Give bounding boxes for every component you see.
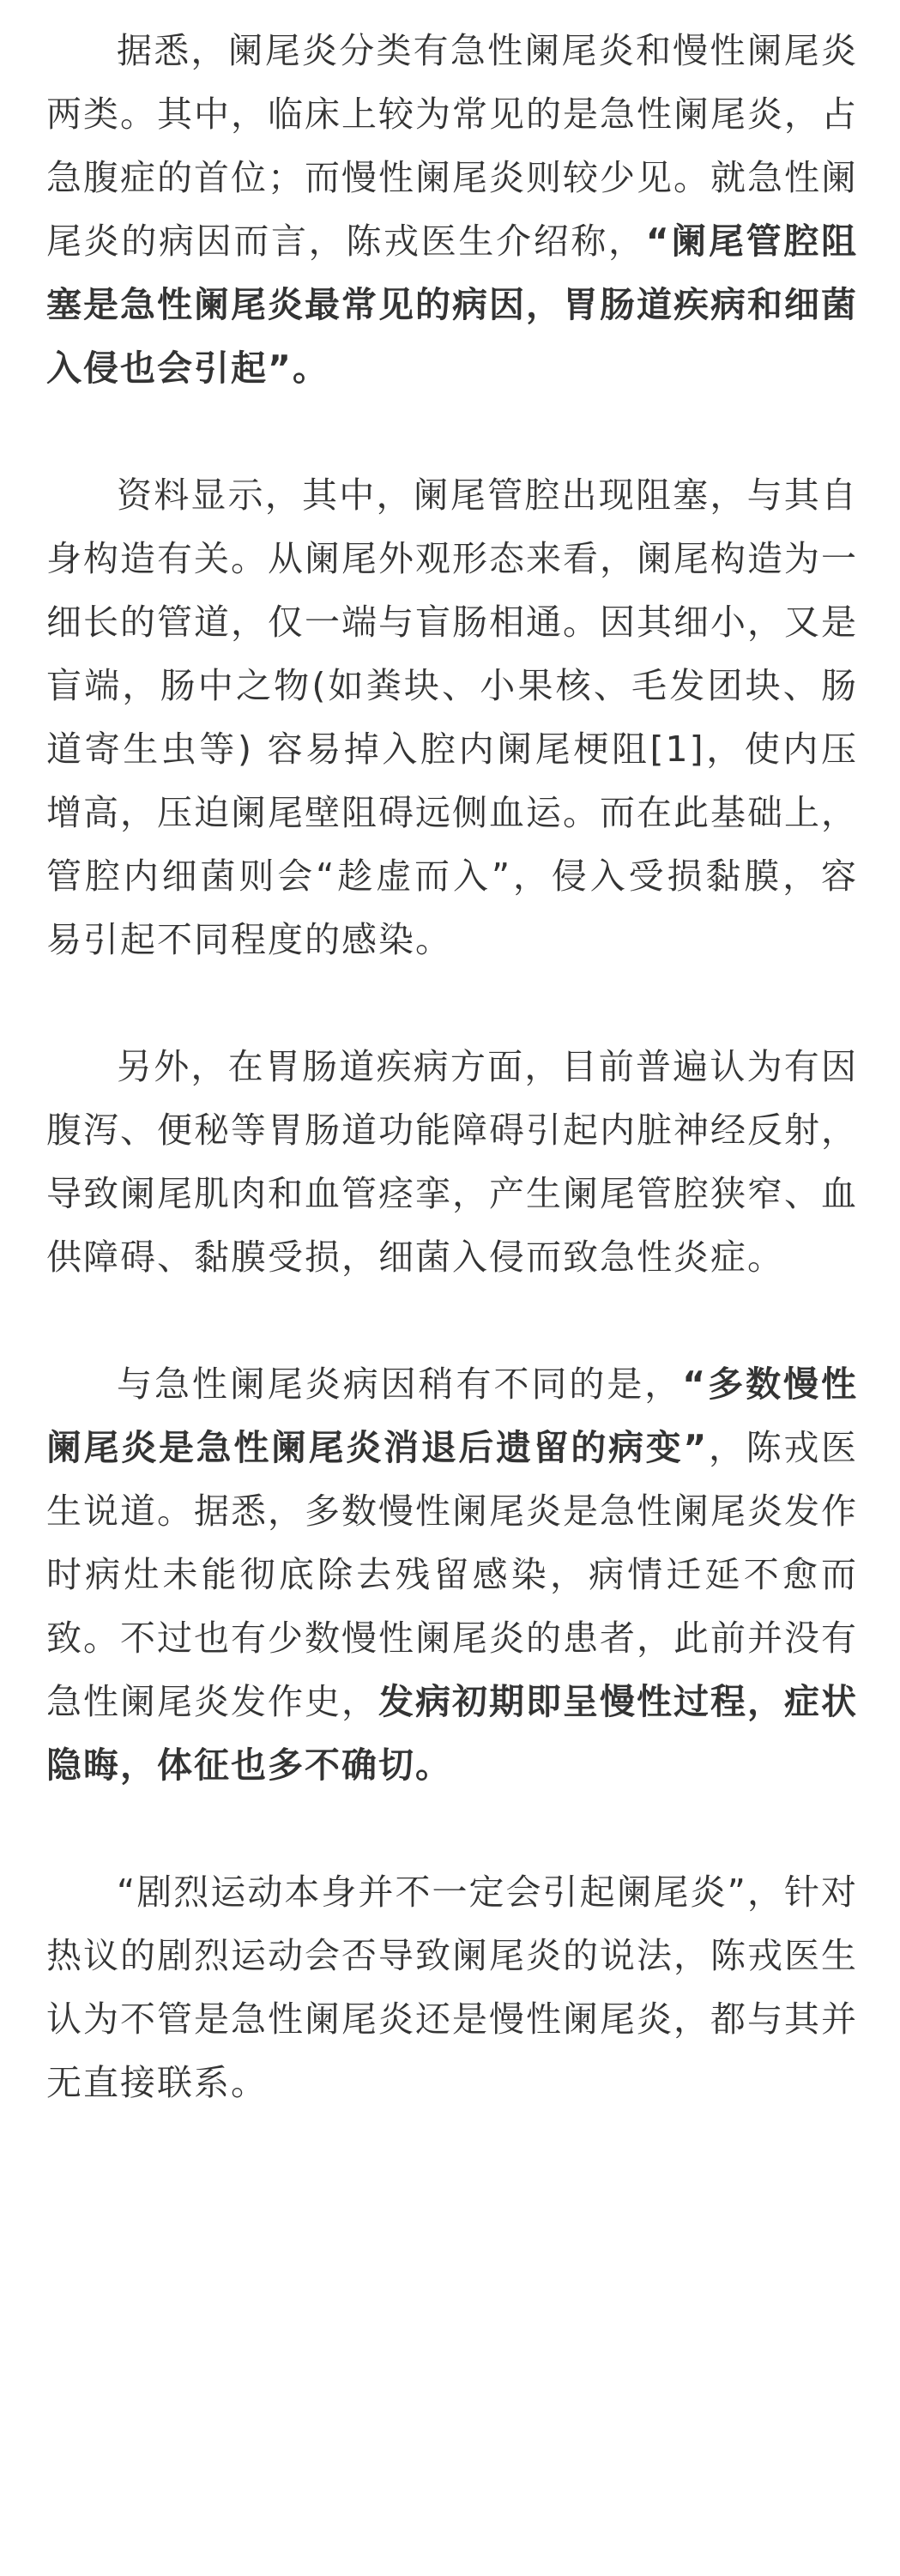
paragraph-appendicitis-types <box>46 19 858 400</box>
paragraph-chronic-appendicitis <box>46 1352 858 1797</box>
paragraph-text: “剧烈运动本身并不一定会引起阑尾炎”，针对热议的剧烈运动会否导致阑尾炎的说法，陈戎医生认为不管是急性阑尾炎还是慢性阑尾炎，都与其并无直接联系。 <box>46 1872 858 2103</box>
bold-quote-causes: “阑尾管腔阻塞是急性阑尾炎最常见的病因，胃肠道疾病和细菌入侵也会引起”。 <box>46 221 858 389</box>
bold-quote-chronic: “多数慢性阑尾炎是急性阑尾炎消退后遗留的病变” <box>46 1364 858 1468</box>
paragraph-exercise <box>46 1860 858 2114</box>
paragraph-text: 与急性阑尾炎病因稍有不同的是， <box>117 1364 683 1405</box>
paragraph-text: 另外，在胃肠道疾病方面，目前普遍认为有因腹泻、便秘等胃肠道功能障碍引起内脏神经反射，导致阑尾肌肉和血管痉挛，产生阑尾管腔狭窄、血供障碍、黏膜受损，细菌入侵而致急性炎症。 <box>46 1046 858 1278</box>
paragraph-text: 据悉，阑尾炎分类有急性阑尾炎和慢性阑尾炎两类。其中，临床上较为常见的是急性阑尾炎，占急腹症的首位；而慢性阑尾炎则较少见。就急性阑尾炎的病因而言，陈戎医生介绍称， <box>46 30 858 262</box>
paragraph-text: ，陈戎医生说道。据悉，多数慢性阑尾炎是急性阑尾炎发作时病灶未能彻底除去残留感染，病情迁延不愈而致。不过也有少数慢性阑尾炎的患者，此前并没有急性阑尾炎发作史， <box>46 1427 859 1722</box>
paragraph-text: 资料显示，其中，阑尾管腔出现阻塞，与其自身构造有关。从阑尾外观形态来看，阑尾构造为一细长的管道，仅一端与盲肠相通。因其细小，又是盲端，肠中之物(如粪块、小果核、毛发团块、肠道寄生虫等) 容易掉入腔内阑尾梗阻[1]，使内压增高，压迫阑尾壁阻碍远侧血运。而在此基础上，管腔内细菌则会“趁虚而入”，侵入受损黏膜，容易引起不同程度的感染。 <box>46 475 858 960</box>
paragraph-gastrointestinal <box>46 1035 858 1289</box>
bold-chronic-symptoms: 发病初期即呈慢性过程，症状隐晦，体征也多不确切。 <box>46 1681 858 1786</box>
paragraph-obstruction-structure <box>46 463 858 971</box>
article-body <box>46 19 858 2178</box>
